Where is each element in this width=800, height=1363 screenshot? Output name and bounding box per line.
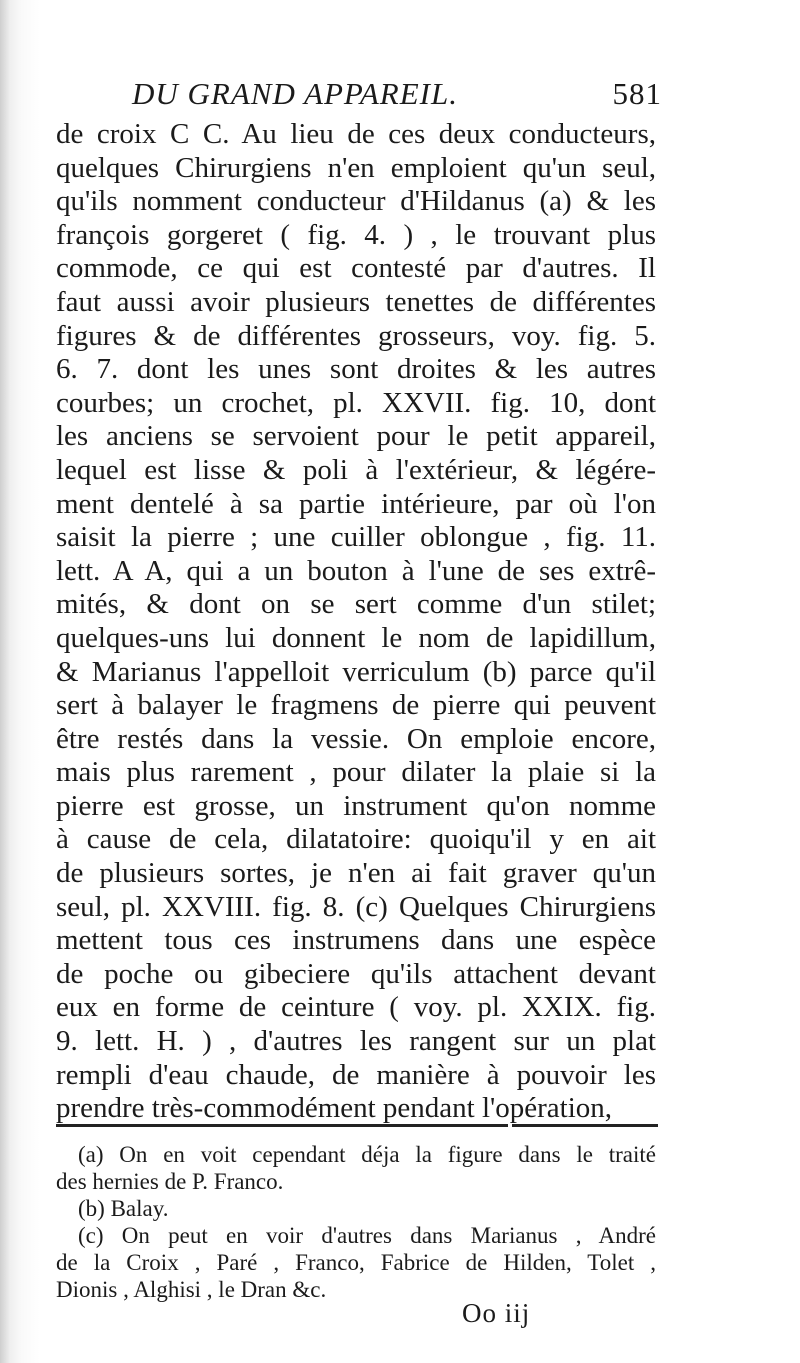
text-line: sert à balayer le fragmens de pierre qui peuvent	[56, 689, 656, 722]
text-line: pierre est grosse, un instrument qu'on nomme	[56, 789, 656, 822]
text-line: qu'ils nomment conducteur d'Hildanus (a) & les	[56, 185, 656, 218]
text-line: commode, ce qui est contesté par d'autres. Il	[56, 252, 656, 285]
footnote-line: des hernies de P. Franco.	[56, 1169, 284, 1194]
text-line: les anciens se servoient pour le petit appareil,	[56, 420, 656, 453]
text-line: mités, & dont on se sert comme d'un stilet;	[56, 588, 656, 621]
text-line: faut aussi avoir plusieurs tenettes de différentes	[56, 285, 656, 318]
text-line: saisit la pierre ; une cuiller oblongue , fig. 11.	[56, 521, 656, 554]
text-line: & Marianus l'appelloit verriculum (b) parce qu'il	[56, 655, 656, 688]
footnote-line: Dionis , Alghisi , le Dran &c.	[56, 1277, 327, 1302]
body-text	[56, 118, 656, 1126]
text-line: 6. 7. dont les unes sont droites & les autres	[56, 353, 656, 386]
text-line: mettent tous ces instrumens dans une espèce	[56, 924, 656, 957]
text-line: lett. A A, qui a un bouton à l'une de ses extrê-	[56, 554, 656, 587]
text-line: figures & de différentes grosseurs, voy. fig. 5.	[56, 319, 656, 352]
page-header	[132, 76, 662, 122]
text-line: ment dentelé à sa partie intérieure, par où l'on	[56, 487, 656, 520]
text-line: seul, pl. XXVIII. fig. 8. (c) Quelques Chirurgiens	[56, 890, 656, 923]
signature-mark: Oo iij	[462, 1298, 531, 1328]
text-line: mais plus rarement , pour dilater la plaie si la	[56, 756, 656, 789]
text-line: à cause de cela, dilatatoire: quoiqu'il y en ait	[56, 823, 656, 856]
footnote-rule	[56, 1124, 508, 1127]
text-line: courbes; un crochet, pl. XXVII. fig. 10, dont	[56, 386, 656, 419]
text-line: de plusieurs sortes, je n'en ai fait graver qu'un	[56, 857, 656, 890]
text-line: être restés dans la vessie. On emploie encore,	[56, 722, 656, 755]
text-line: quelques-uns lui donnent le nom de lapidillum,	[56, 621, 656, 654]
footnote-line: (b) Balay.	[78, 1196, 169, 1221]
footnote-rule-right	[512, 1124, 658, 1127]
running-title: DU GRAND APPAREIL.	[132, 76, 458, 111]
text-line: de poche ou gibeciere qu'ils attachent devant	[56, 957, 656, 990]
text-line: prendre très-commodément pendant l'opération,	[56, 1092, 613, 1125]
text-line: quelques Chirurgiens n'en emploient qu'un seul,	[56, 151, 656, 184]
text-line: 9. lett. H. ) , d'autres les rangent sur un plat	[56, 1025, 656, 1058]
footnote-line: de la Croix , Paré , Franco, Fabrice de Hilden, Tolet ,	[56, 1250, 656, 1275]
text-line: françois gorgeret ( fig. 4. ) , le trouvant plus	[56, 218, 656, 251]
text-line: lequel est lisse & poli à l'extérieur, & légére-	[56, 453, 656, 486]
page-number: 581	[612, 76, 662, 111]
footnotes	[56, 1141, 656, 1303]
footnote-line: (c) On peut en voir d'autres dans Marianus , André	[78, 1223, 656, 1248]
text-line: eux en forme de ceinture ( voy. pl. XXIX. fig.	[56, 991, 656, 1024]
footnote-line: (a) On en voit cependant déja la figure dans le traité	[78, 1142, 656, 1167]
text-line: de croix C C. Au lieu de ces deux conducteurs,	[56, 118, 656, 150]
text-line: rempli d'eau chaude, de manière à pouvoir les	[56, 1058, 656, 1091]
